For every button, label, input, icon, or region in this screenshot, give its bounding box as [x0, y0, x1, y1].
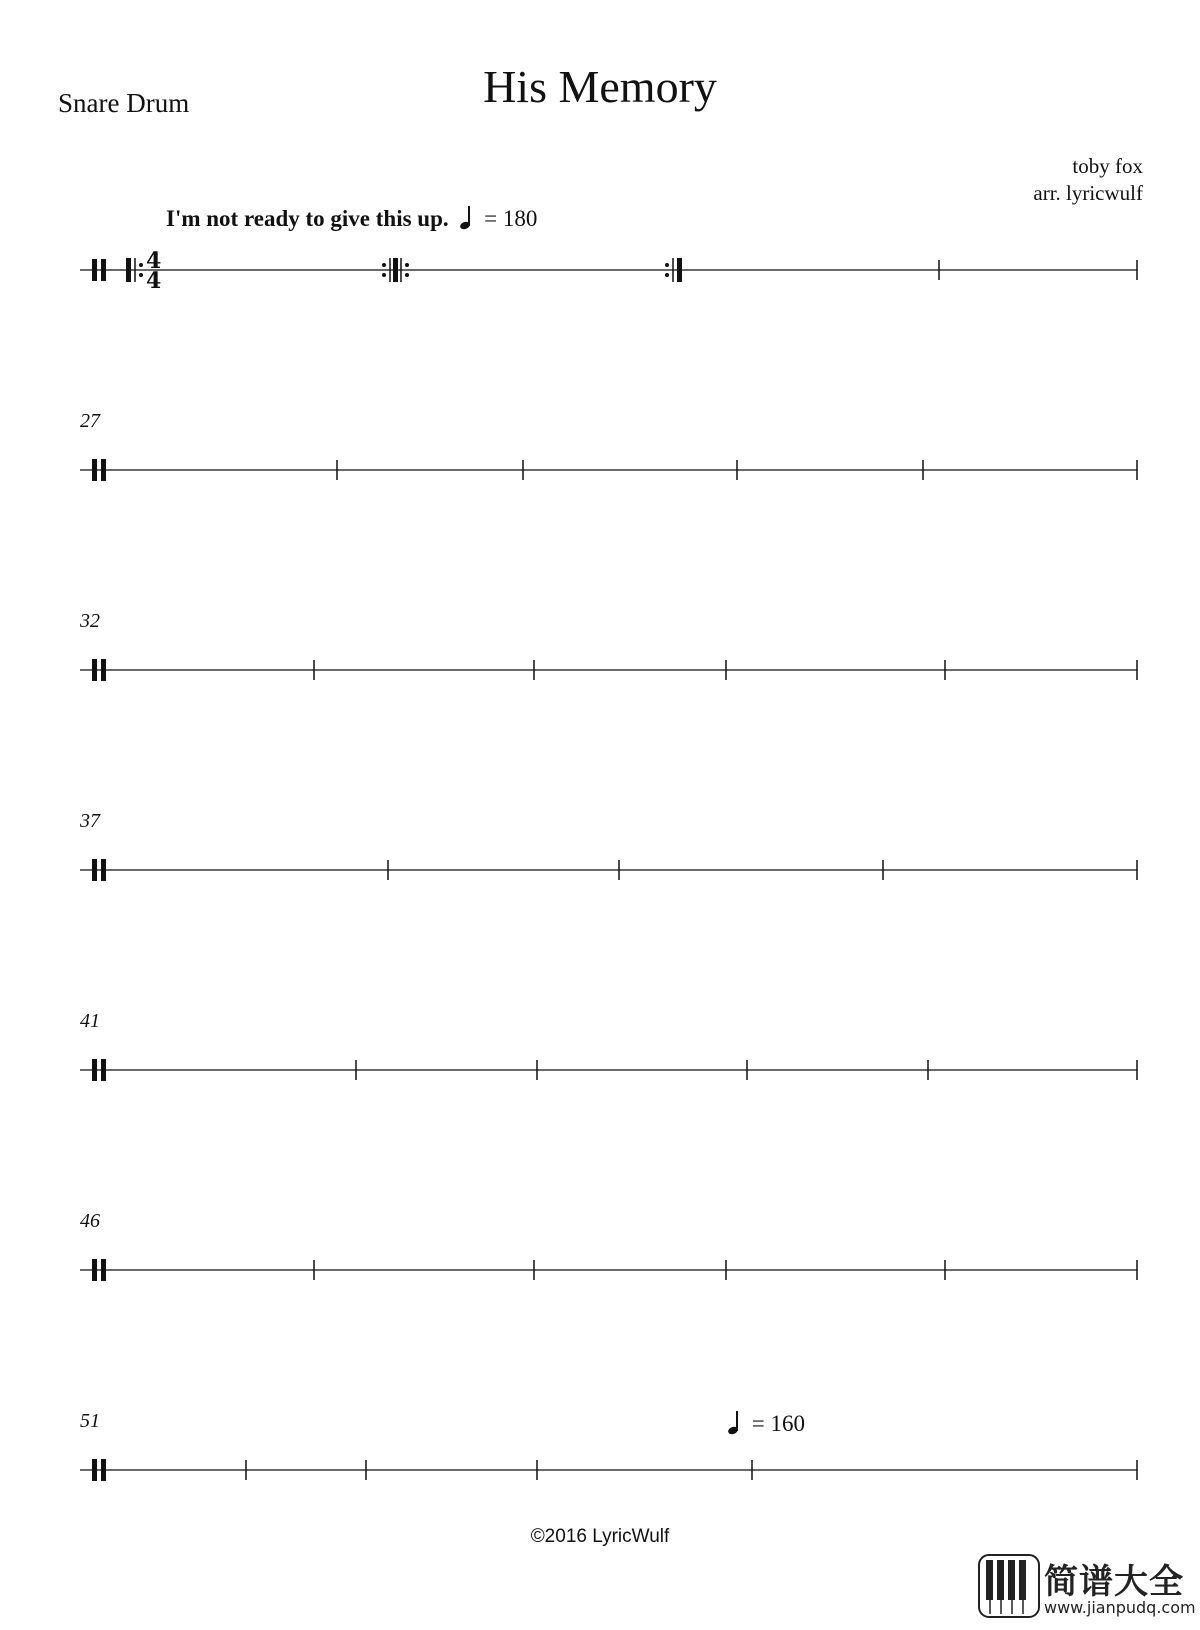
- staff-system-2: [80, 459, 1137, 481]
- percussion-clef-icon: [101, 659, 106, 681]
- staff-system-7: [80, 1459, 1137, 1481]
- staff-system-4: [80, 859, 1137, 881]
- tempo-value: = 180: [484, 206, 538, 231]
- measure-number: 27: [80, 410, 100, 432]
- measure-number: 32: [80, 610, 100, 632]
- percussion-clef-icon: [92, 1259, 97, 1281]
- measure-number: 41: [80, 1010, 100, 1032]
- percussion-clef-icon: [101, 1259, 106, 1281]
- measure-number: 51: [80, 1410, 100, 1432]
- percussion-clef-icon: [92, 259, 97, 281]
- staff-system-5: [80, 1059, 1137, 1081]
- arranger: arr. lyricwulf: [1033, 181, 1143, 205]
- percussion-clef-icon: [92, 1459, 97, 1481]
- percussion-clef-icon: [101, 859, 106, 881]
- percussion-clef-icon: [92, 659, 97, 681]
- staff-system-1: [80, 248, 1137, 294]
- staff-system-6: [80, 1259, 1137, 1281]
- score-title: His Memory: [483, 61, 717, 112]
- expression-text: I'm not ready to give this up.: [166, 206, 449, 231]
- composer: toby fox: [1072, 154, 1143, 178]
- percussion-clef-icon: [101, 1059, 106, 1081]
- percussion-clef-icon: [101, 459, 106, 481]
- watermark: [978, 1554, 1196, 1620]
- measure-number: 46: [80, 1210, 100, 1232]
- piano-keys-icon: [978, 1554, 1040, 1618]
- measure-number: 37: [80, 810, 100, 832]
- percussion-clef-icon: [92, 859, 97, 881]
- percussion-clef-icon: [101, 259, 106, 281]
- percussion-clef-icon: [92, 459, 97, 481]
- instrument-name: Snare Drum: [58, 88, 190, 118]
- time-signature-numerator: 4: [146, 248, 162, 274]
- percussion-clef-icon: [101, 1459, 106, 1481]
- watermark-logo-text: 简谱大全: [1044, 1562, 1184, 1602]
- staff-system-3: [80, 659, 1137, 681]
- percussion-clef-icon: [92, 1059, 97, 1081]
- watermark-url: www.jianpudq.com: [1044, 1598, 1196, 1617]
- copyright-notice: ©2016 LyricWulf: [530, 1526, 670, 1547]
- time-signature-denominator: 4: [146, 268, 162, 294]
- tempo-value: = 160: [751, 1411, 805, 1436]
